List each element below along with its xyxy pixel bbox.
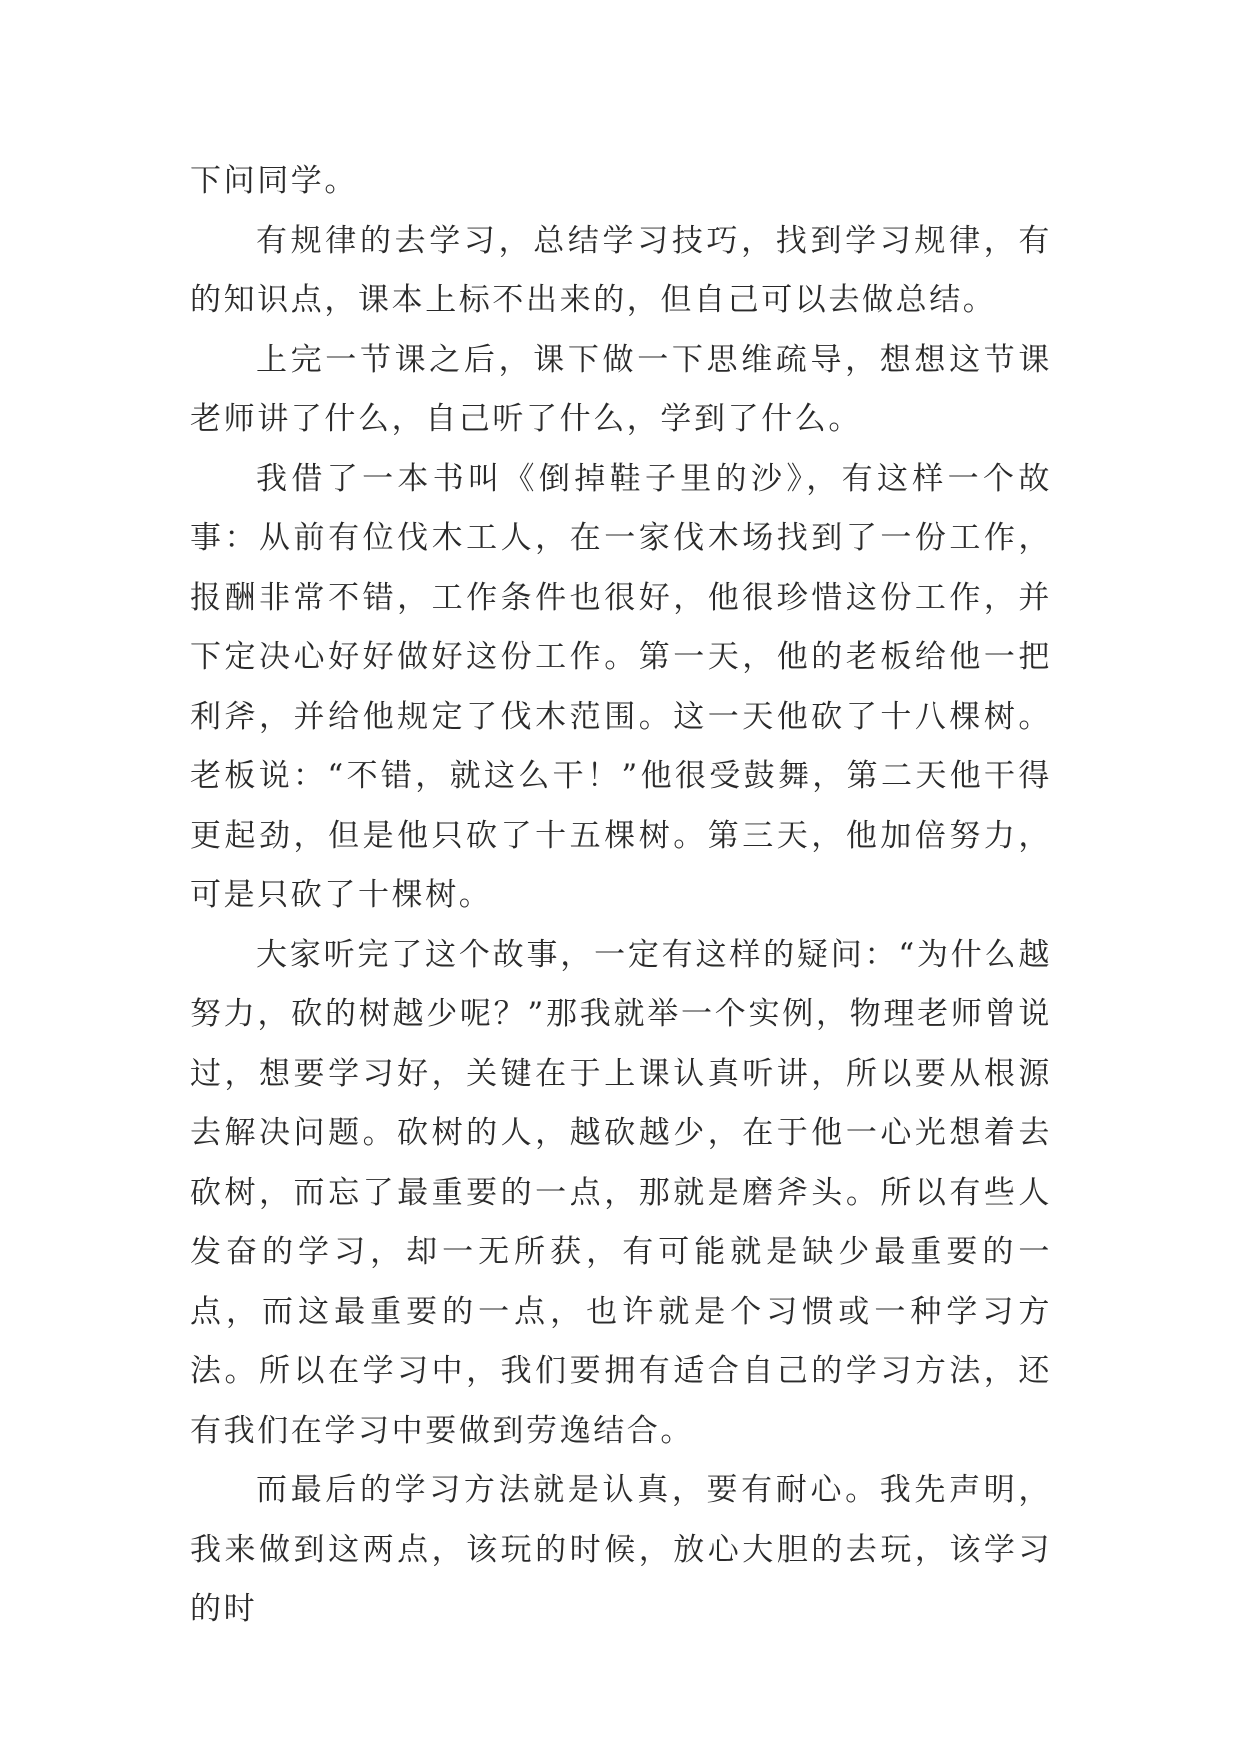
paragraph-2: 有规律的去学习，总结学习技巧，找到学习规律，有的知识点，课本上标不出来的，但自己可以去做总结。 — [190, 222, 1052, 318]
paragraph-6: 而最后的学习方法就是认真，要有耐心。我先声明，我来做到这两点，该玩的时候，放心大胆的去玩，该学习的时 — [190, 1472, 1052, 1627]
body-text — [190, 152, 1052, 1640]
paragraph-3: 上完一节课之后，课下做一下思维疏导，想想这节课老师讲了什么，自己听了什么，学到了什么。 — [190, 341, 1052, 437]
paragraph-1: 下问同学。 — [190, 163, 358, 199]
paragraph-4: 我借了一本书叫《倒掉鞋子里的沙》，有这样一个故事：从前有位伐木工人，在一家伐木场找到了一份工作，报酬非常不错，工作条件也很好，他很珍惜这份工作，并下定决心好好做好这份工作。第一天，他的老板给他一把利斧，并给他规定了伐木范围。这一天他砍了十八棵树。老板说：“不错，就这么干！”他很受鼓舞，第二天他干得更起劲，但是他只砍了十五棵树。第三天，他加倍努力，可是只砍了十棵树。 — [190, 460, 1052, 913]
paragraph-5: 大家听完了这个故事，一定有这样的疑问：“为什么越努力，砍的树越少呢？”那我就举一个实例，物理老师曾说过，想要学习好，关键在于上课认真听讲，所以要从根源去解决问题。砍树的人，越砍越少，在于他一心光想着去砍树，而忘了最重要的一点，那就是磨斧头。所以有些人发奋的学习，却一无所获，有可能就是缺少最重要的一点，而这最重要的一点，也许就是个习惯或一种学习方法。所以在学习中，我们要拥有适合自己的学习方法，还有我们在学习中要做到劳逸结合。 — [190, 936, 1052, 1449]
